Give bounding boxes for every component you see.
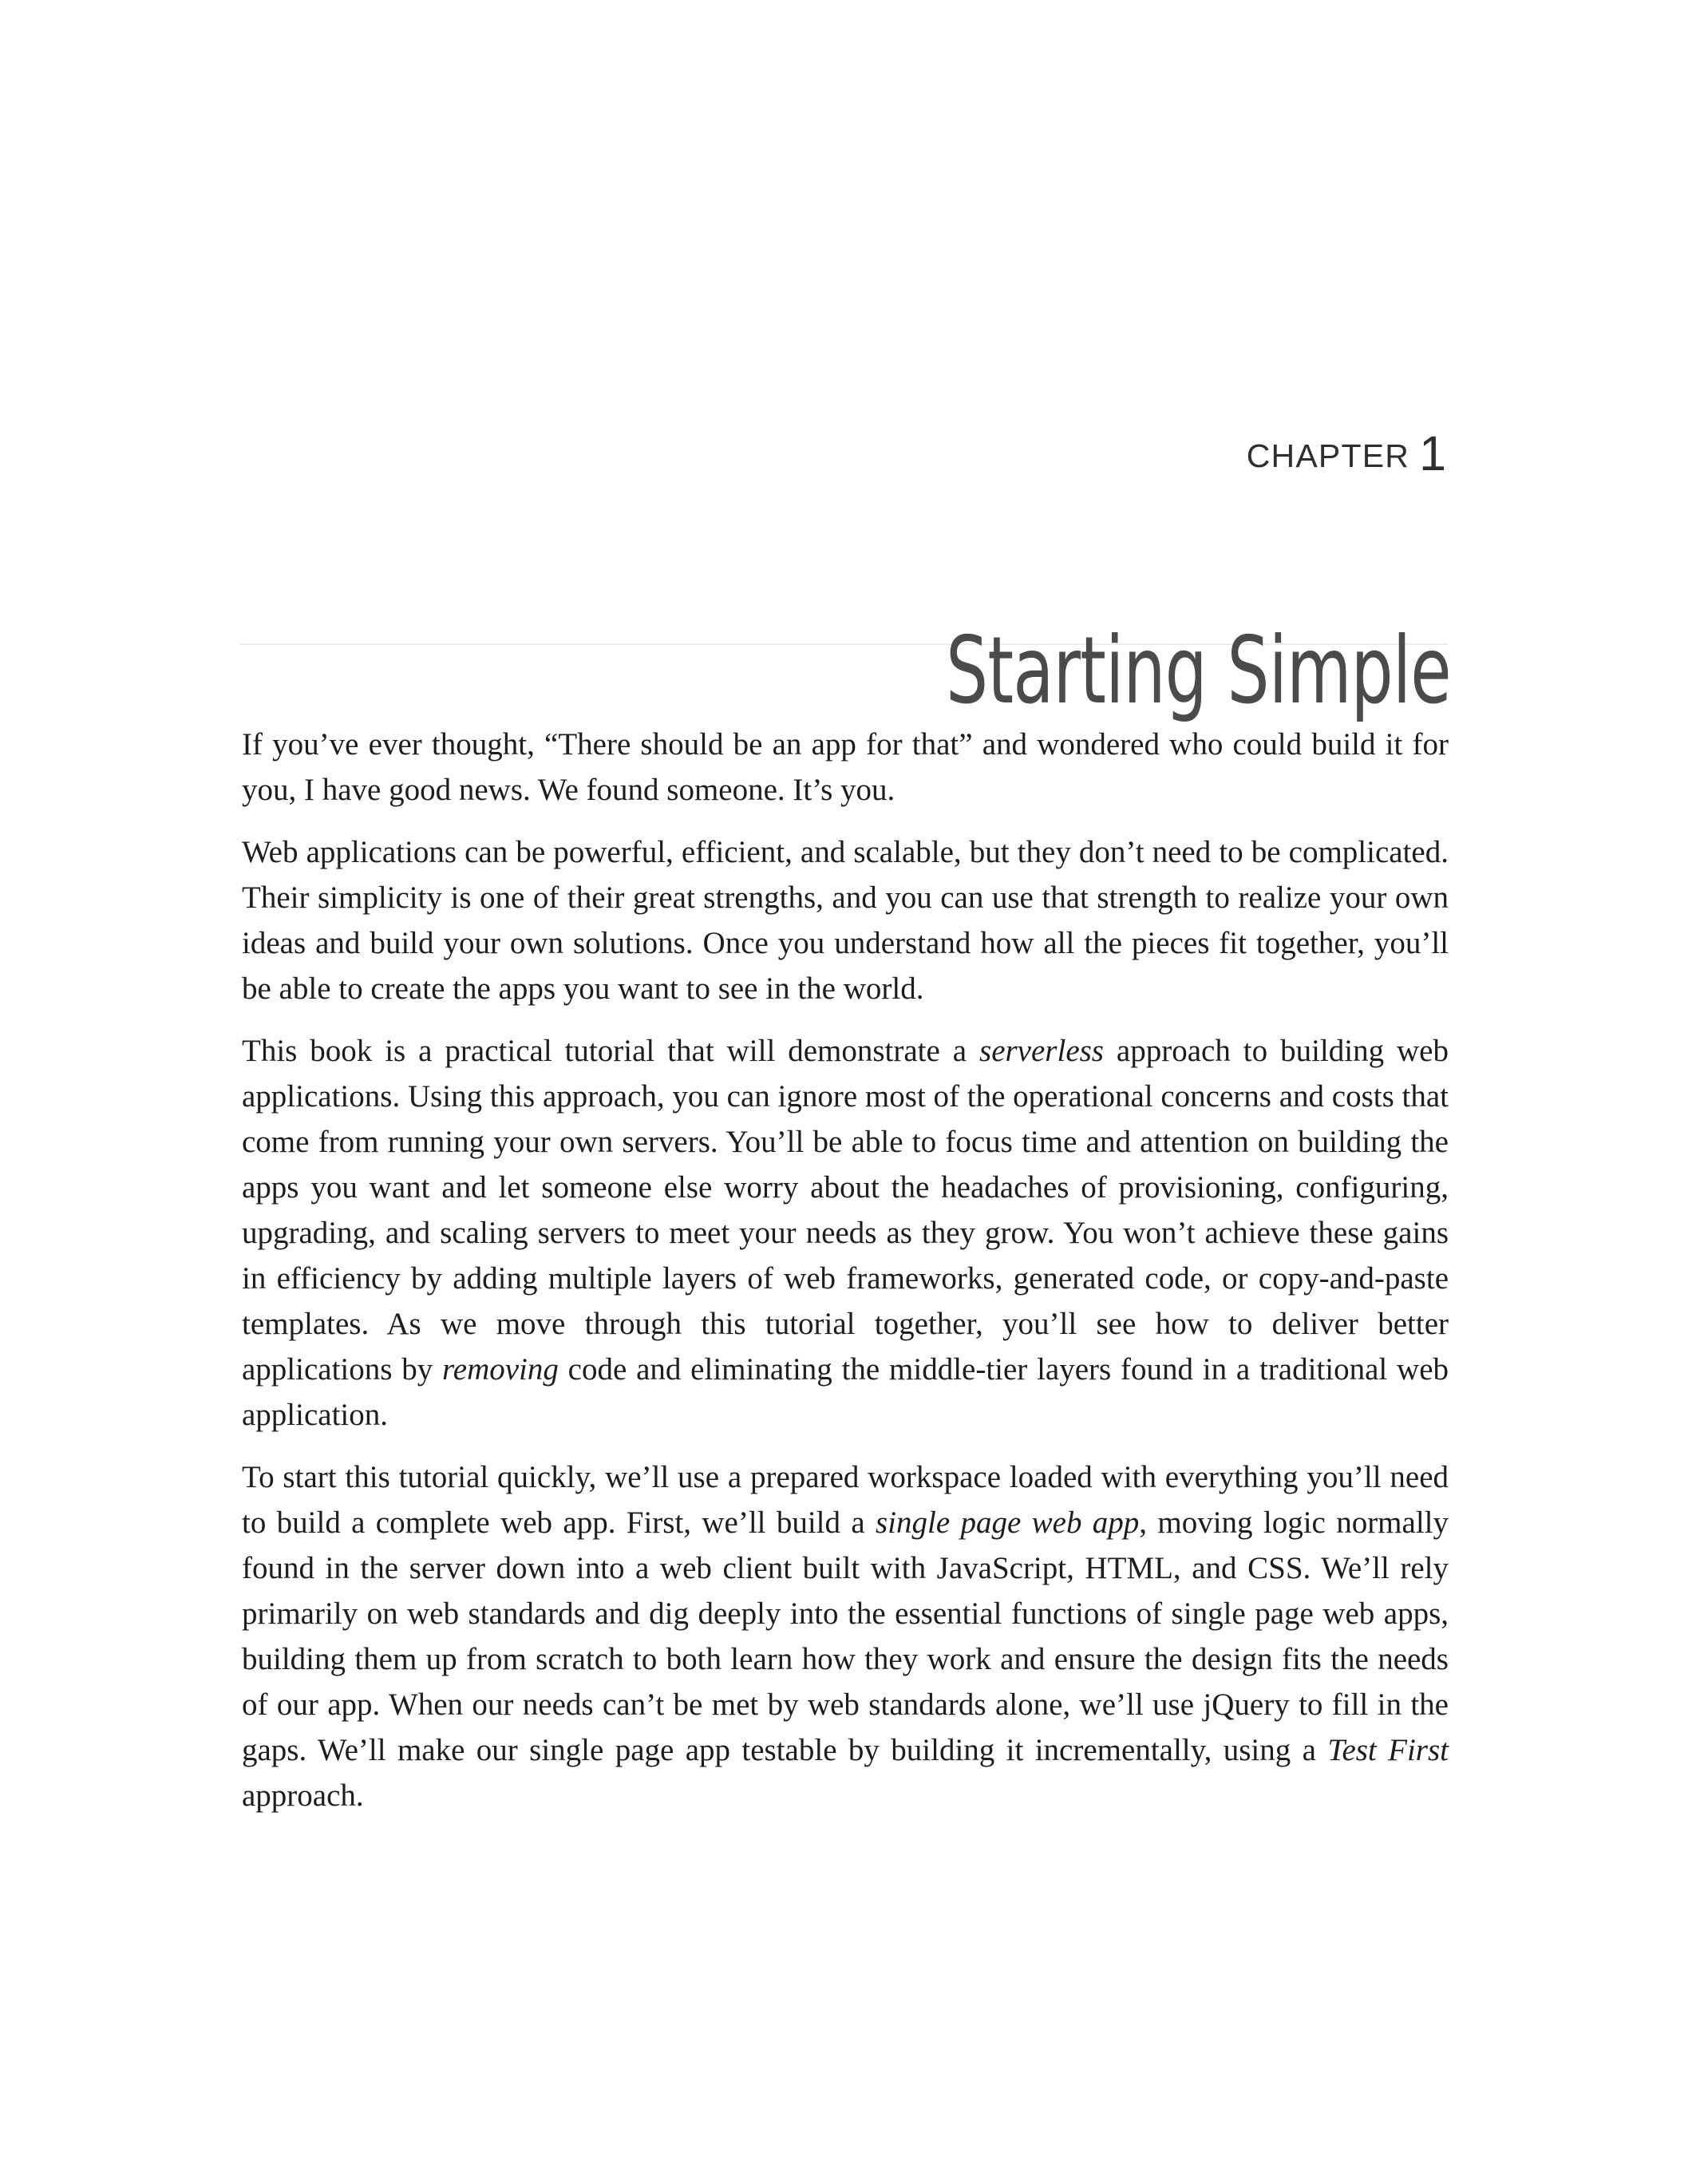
- body-text-run: To start this tutorial quickly, we’ll use a prepared workspace loaded with everything you’ll need to build a complete web app. First, we’ll build a: [242, 1460, 1449, 1540]
- emphasis-text: Test First: [1327, 1733, 1449, 1767]
- chapter-label-word: CHAPTER: [1246, 437, 1410, 474]
- chapter-number: 1: [1419, 426, 1446, 481]
- chapter-title: Starting Simple: [946, 616, 1451, 725]
- emphasis-text: single page web app: [876, 1505, 1140, 1540]
- body-paragraph: [242, 829, 1449, 1011]
- body-paragraph: [242, 722, 1449, 813]
- body-text-run: approach to building web applications. Using this approach, you can ignore most of the operational concerns and costs that come from running your own servers. You’ll be able to focus time and attention on building the apps you want and let someone else worry about the headaches of provisioning, configuring, upgrading, and scaling servers to meet your needs as they grow. You won’t achieve these gains in efficiency by adding multiple layers of web frameworks, generated code, or copy-and-paste templates. As we move through this tutorial together, you’ll see how to deliver better applications by: [242, 1034, 1449, 1387]
- emphasis-text: serverless: [979, 1034, 1104, 1068]
- chapter-label: [1246, 426, 1446, 481]
- body-text-run: This book is a practical tutorial that will demonstrate a: [242, 1034, 980, 1068]
- body-text-run: , moving logic normally found in the server down into a web client built with JavaScript, HTML, and CSS. We’ll rely primarily on web standards and dig deeply into the essential functions of single page web apps, building them up from scratch to both learn how they work and ensure the design fits the needs of our app. When our needs can’t be met by web standards alone, we’ll use jQuery to fill in the gaps. We’ll make our single page app testable by building it incrementally, using a: [242, 1505, 1449, 1767]
- emphasis-text: removing: [442, 1352, 559, 1387]
- body-text-run: Web applications can be powerful, efficient, and scalable, but they don’t need to be complicated. Their simplicity is one of their great strengths, and you can use that strength to realize your own ideas and build your own solutions. Once you understand how all the pieces fit together, you’ll be able to create the apps you want to see in the world.: [242, 835, 1449, 1006]
- body-text-run: code and eliminating the middle-tier layers found in a traditional web application.: [242, 1352, 1449, 1432]
- body-text-run: If you’ve ever thought, “There should be an app for that” and wondered who could build it for you, I have good news. We found someone. It’s you.: [242, 727, 1449, 807]
- body-paragraph: [242, 1454, 1449, 1818]
- body-text-column: [242, 722, 1449, 1818]
- body-text-run: approach.: [242, 1778, 364, 1813]
- body-paragraph: [242, 1028, 1449, 1438]
